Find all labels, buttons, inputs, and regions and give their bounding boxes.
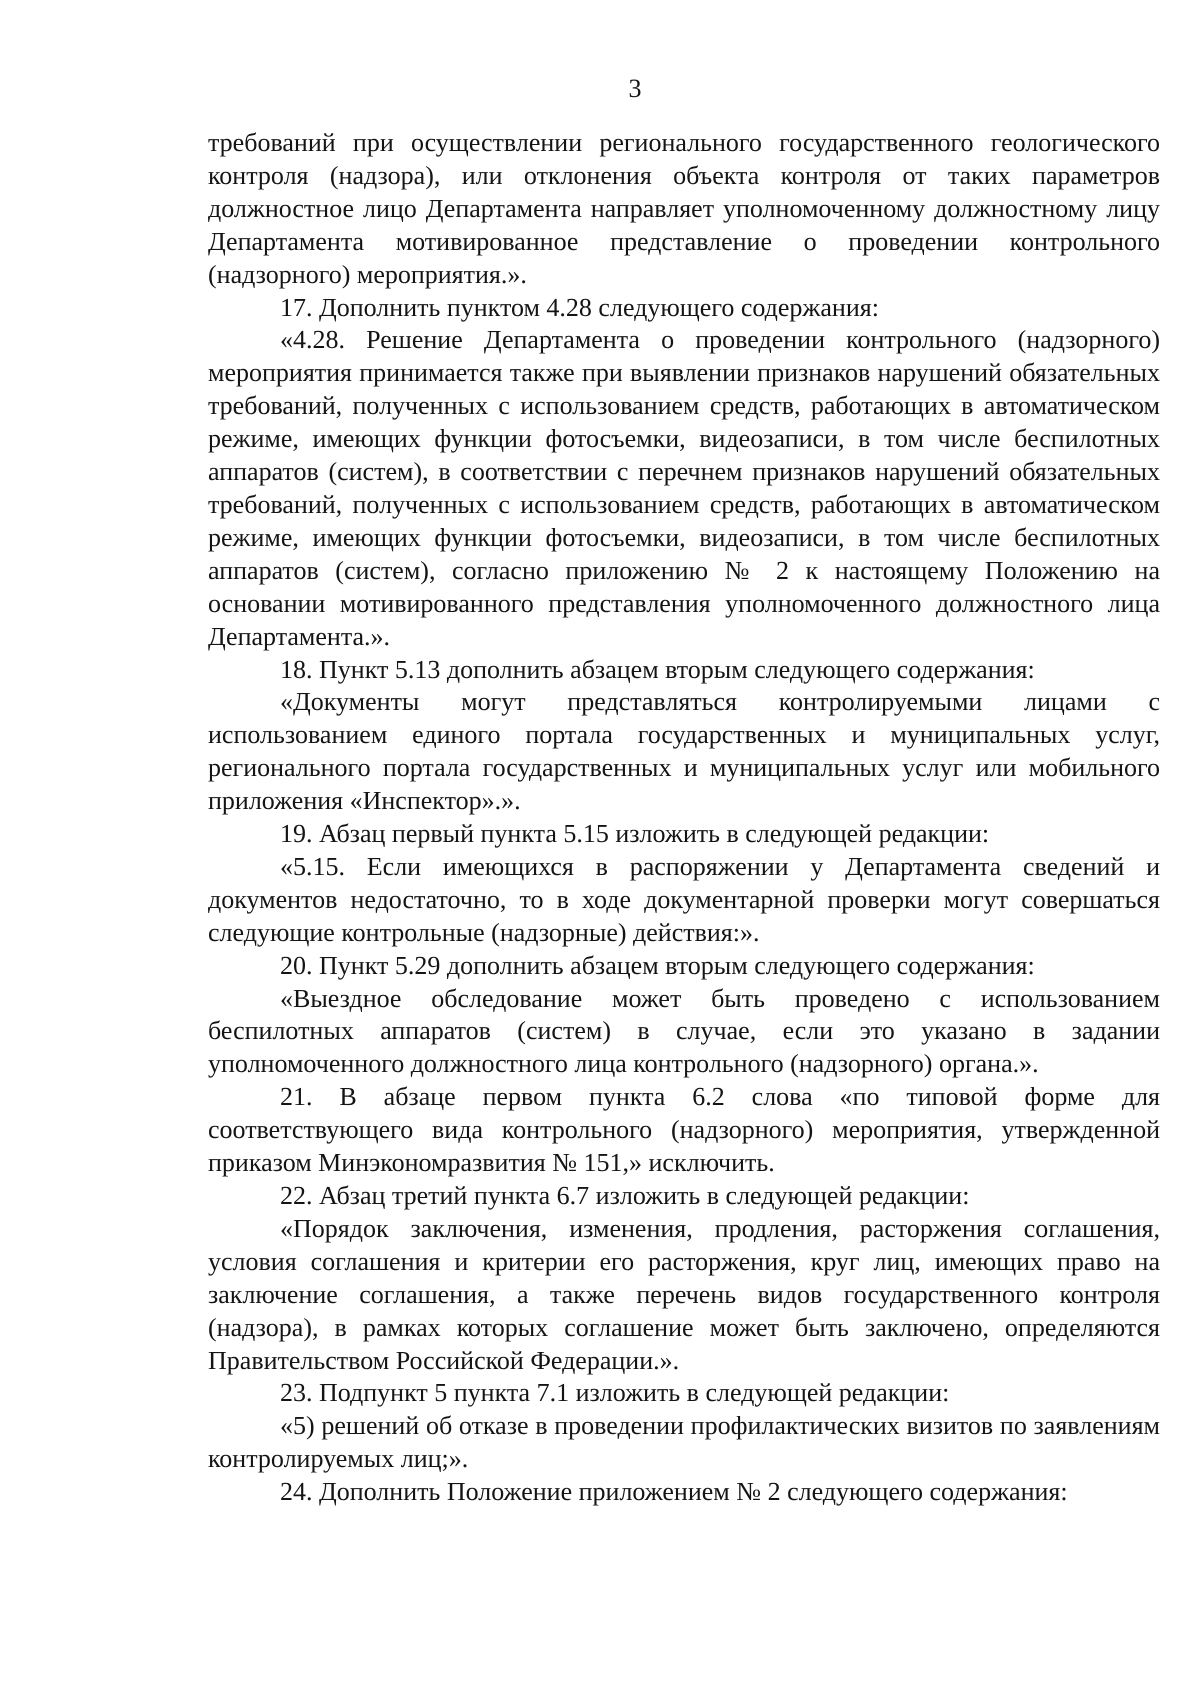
paragraph-item-17: 17. Дополнить пунктом 4.28 следующего содержания: <box>280 292 879 322</box>
paragraph-quote-subitem-5: «5) решений об отказе в проведении профилактических визитов по заявлениям контролируемых лиц;». <box>208 1411 1160 1474</box>
paragraph-quote-5-15: «5.15. Если имеющихся в распоряжении у Департамента сведений и документов недостаточно, то в ходе документарной проверки могут совершаться следующие контрольные (надзорные) действия:». <box>208 851 1160 947</box>
page-number: 3 <box>628 74 642 103</box>
paragraph-item-20: 20. Пункт 5.29 дополнить абзацем вторым следующего содержания: <box>280 950 1035 980</box>
paragraph-item-23: 23. Подпункт 5 пункта 7.1 изложить в следующей редакции: <box>280 1378 950 1408</box>
document-body <box>208 127 1160 1509</box>
paragraph-item-24: 24. Дополнить Положение приложением № 2 следующего содержания: <box>280 1477 1068 1507</box>
paragraph-quote-agreement: «Порядок заключения, изменения, продления, расторжения соглашения, условия соглашения и критерии его расторжения, круг лиц, имеющих право на заключение соглашения, а также перечень видов государственного контроля (надзора), в рамках которых соглашение может быть заключено, определяются Правительством Российской Федерации.». <box>208 1213 1160 1375</box>
paragraph-continuation: требований при осуществлении регионального государственного геологического контроля (надзора), или отклонения объекта контроля от таких параметров должностное лицо Департамента направляет уполномоченному должностному лицу Департамента мотивированное представление о проведении контрольного (надзорного) мероприятия.». <box>208 128 1160 289</box>
paragraph-item-18: 18. Пункт 5.13 дополнить абзацем вторым следующего содержания: <box>280 654 1035 684</box>
paragraph-item-22: 22. Абзац третий пункта 6.7 изложить в следующей редакции: <box>280 1181 970 1210</box>
paragraph-quote-field-survey: «Выездное обследование может быть проведено с использованием беспилотных аппаратов (систем) в случае, если это указано в задании уполномоченного должностного лица контрольного (надзорного) органа.». <box>208 983 1160 1079</box>
paragraph-item-21: 21. В абзаце первом пункта 6.2 слова «по типовой форме для соответствующего вида контрольного (надзорного) мероприятия, утвержденной приказом Минэкономразвития № 151,» исключить. <box>208 1082 1160 1178</box>
paragraph-quote-4-28: «4.28. Решение Департамента о проведении контрольного (надзорного) мероприятия принимается также при выявлении признаков нарушений обязательных требований, полученных с использованием средств, работающих в автоматическом режиме, имеющих функции фотосъемки, видеозаписи, в том числе беспилотных аппаратов (систем), в соответствии с перечнем признаков нарушений обязательных требований, полученных с использованием средств, работающих в автоматическом режиме, имеющих функции фотосъемки, видеозаписи, в том числе беспилотных аппаратов (систем), согласно приложению № 2 к настоящему Положению на основании мотивированного представления уполномоченного должностного лица Департамента.». <box>208 325 1160 651</box>
paragraph-quote-documents: «Документы могут представляться контролируемыми лицами с использованием единого портала государственных и муниципальных услуг, регионального портала государственных и муниципальных услуг или мобильного приложения «Инспектор».». <box>208 687 1160 816</box>
paragraph-item-19: 19. Абзац первый пункта 5.15 изложить в следующей редакции: <box>280 819 990 849</box>
